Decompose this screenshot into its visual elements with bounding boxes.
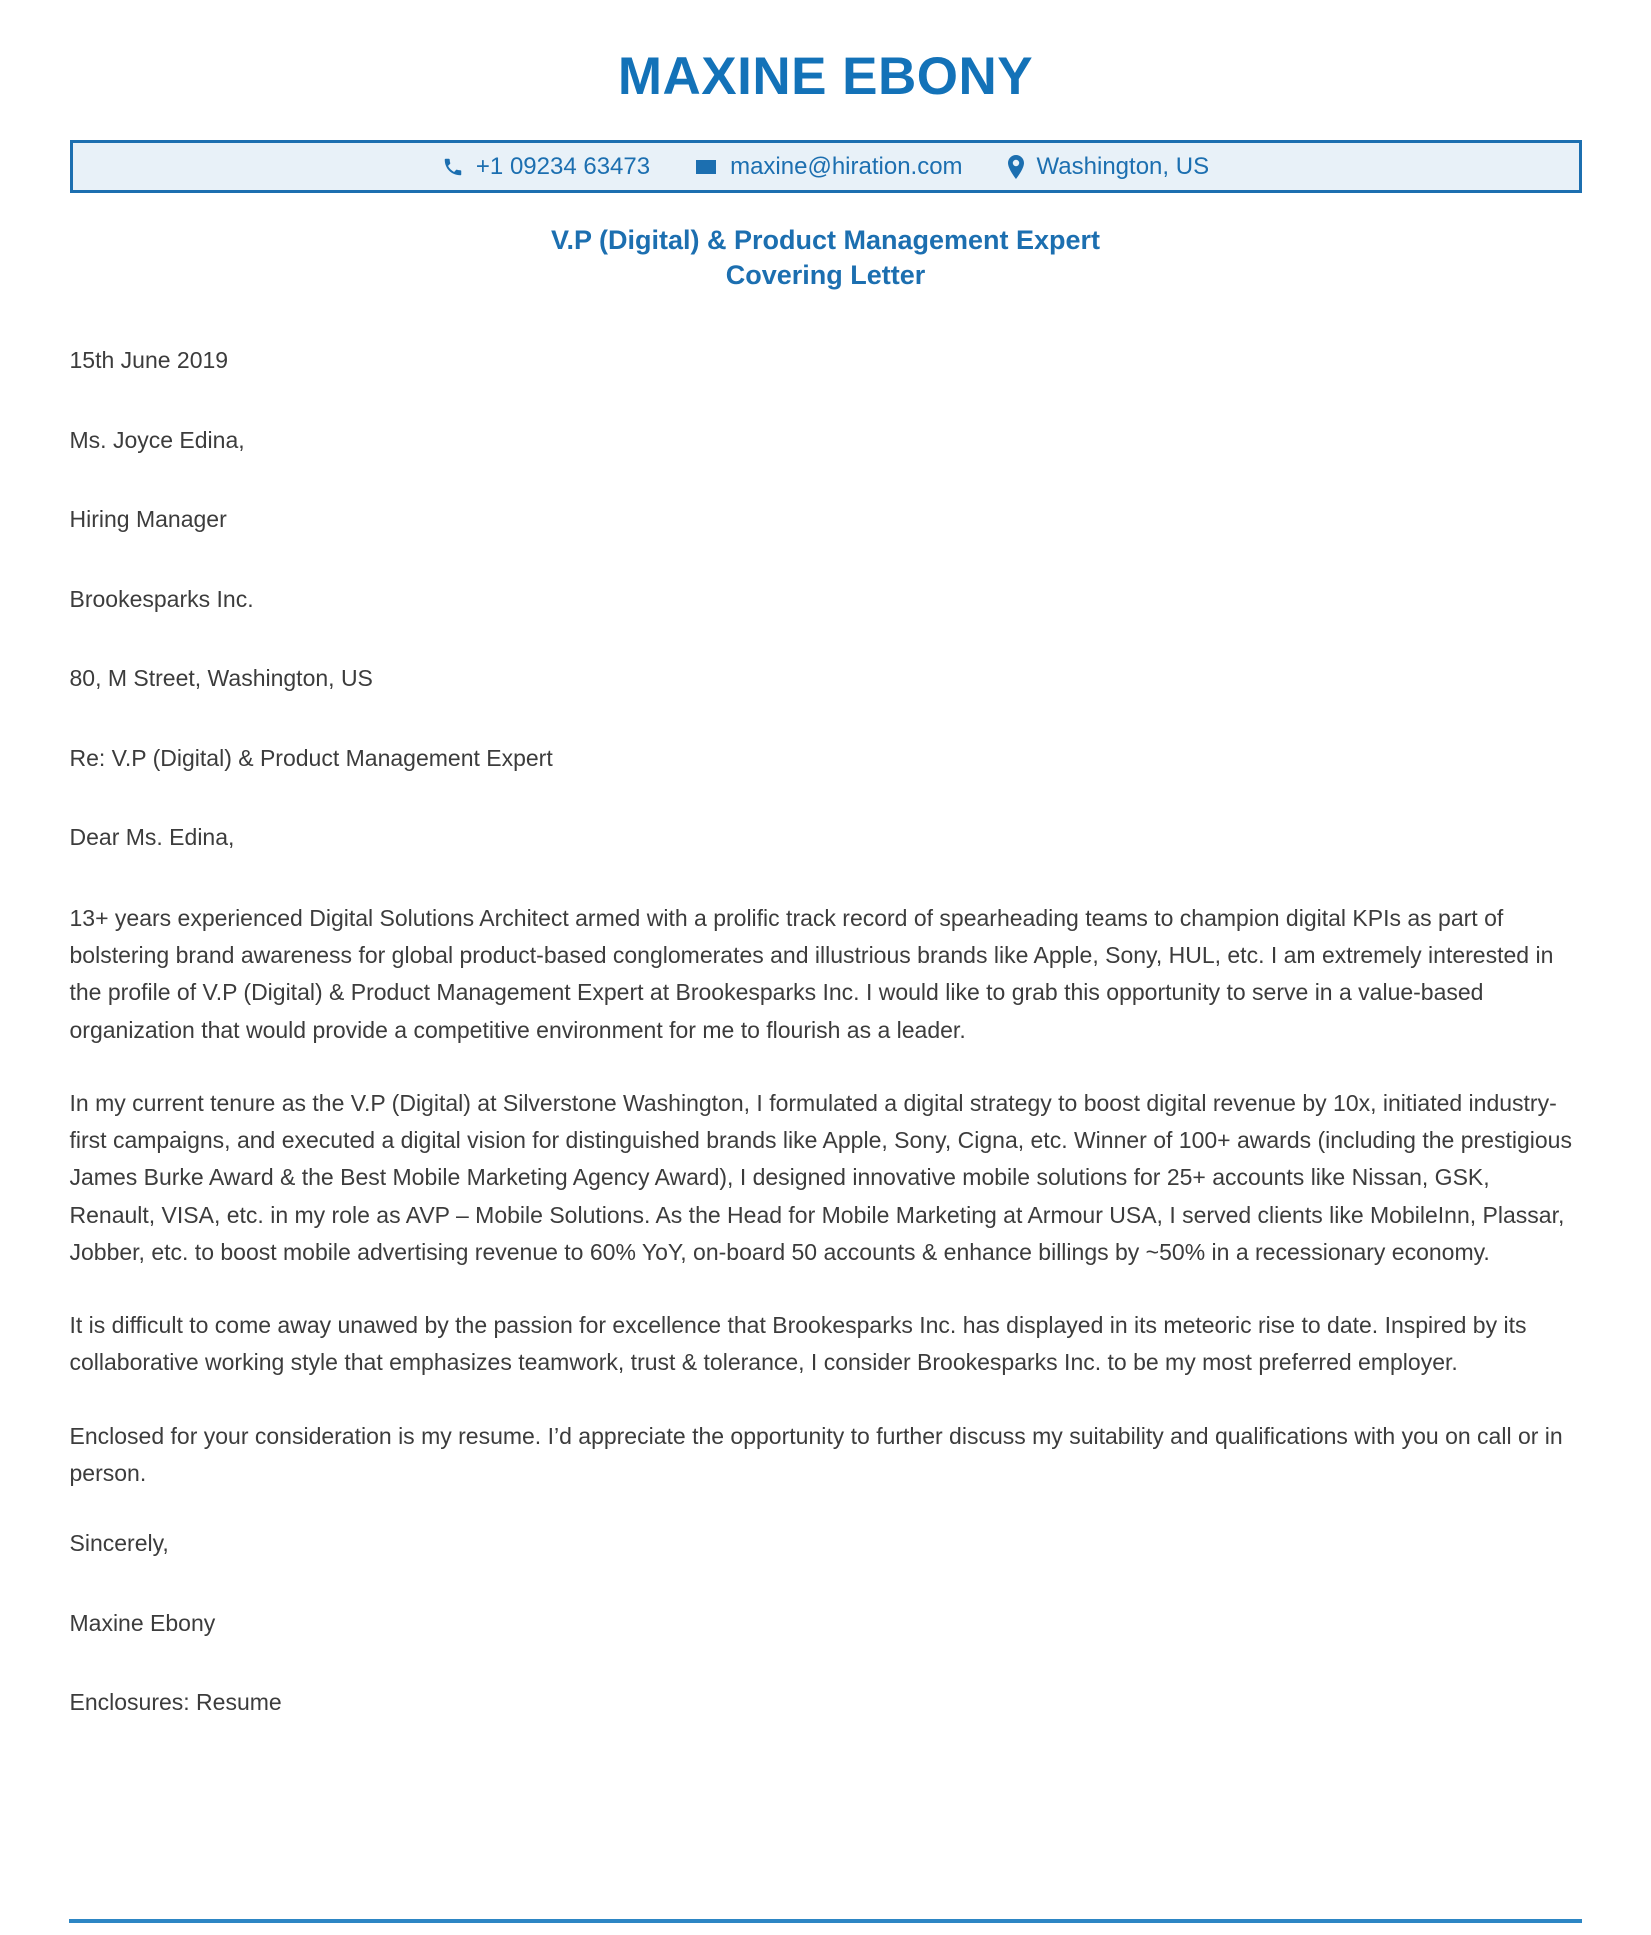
footer-divider <box>69 1919 1582 1923</box>
letter-paragraph: It is difficult to come away unawed by the passion for excellence that Brookesparks Inc. has displayed in its meteoric rise to date. Inspired by its collaborative working style that emphasizes teamwork, trust & tolerance, I consider Brookesparks Inc. to be my most preferred employer. <box>69 1312 1527 1376</box>
letter-paragraph: In my current tenure as the V.P (Digital) at Silverstone Washington, I formulated a digital strategy to boost digital revenue by 10x, initiated industry-first campaigns, and executed a digital vision for distinguished brands like Apple, Sony, Cigna, etc. Winner of 100+ awards (including the prestigious James Burke Award & the Best Mobile Marketing Agency Award), I designed innovative mobile solutions for 25+ accounts like Nissan, GSK, Renault, VISA, etc. in my role as AVP – Mobile Solutions. As the Head for Mobile Marketing at Armour USA, I served clients like MobileInn, Plassar, Jobber, etc. to boost mobile advertising revenue to 60% YoY, on-board 50 accounts & enhance billings by ~50% in a recessionary economy. <box>69 1089 1572 1265</box>
letter-paragraph: 13+ years experienced Digital Solutions Architect armed with a prolific track record of spearheading teams to champion digital KPIs as part of bolstering brand awareness for global product-based conglomerates and illustrious brands like Apple, Sony, HUL, etc. I am extremely interested in the profile of V.P (Digital) & Product Management Expert at Brookesparks Inc. I would like to grab this opportunity to serve in a value-based organization that would provide a competitive environment for me to flourish as a leader. <box>69 904 1554 1043</box>
recipient-address: 80, M Street, Washington, US <box>69 665 373 692</box>
document-type-heading: Covering Letter <box>725 260 926 291</box>
signature-name: Maxine Ebony <box>69 1609 216 1636</box>
letter-closing: Sincerely, <box>69 1530 169 1557</box>
letter-subject: Re: V.P (Digital) & Product Management Expert <box>69 744 553 771</box>
contact-location-text: Washington, US <box>1036 152 1210 180</box>
letter-salutation: Dear Ms. Edina, <box>69 824 235 851</box>
phone-icon <box>442 156 464 178</box>
contact-location <box>985 153 1232 181</box>
letter-body <box>70 299 1582 1719</box>
contact-email <box>672 153 984 181</box>
role-title: V.P (Digital) & Product Management Expert <box>550 225 1101 256</box>
envelope-icon <box>694 155 718 179</box>
letter-paragraph: Enclosed for your consideration is my resume. I’d appreciate the opportunity to further discuss my suitability and qualifications with you on call or in person. <box>69 1422 1563 1486</box>
recipient-role: Hiring Manager <box>69 506 227 533</box>
page-title: MAXINE EBONY <box>617 47 1034 106</box>
page-inner <box>70 0 1582 1720</box>
letter-date: 15th June 2019 <box>69 347 229 374</box>
contact-phone-text: +1 09234 63473 <box>475 152 651 180</box>
letter-enclosures: Enclosures: Resume <box>69 1689 282 1716</box>
contact-bar <box>70 140 1582 193</box>
contact-phone <box>420 153 672 181</box>
recipient-company: Brookesparks Inc. <box>69 585 254 612</box>
location-pin-icon <box>1007 155 1025 179</box>
contact-email-text: maxine@hiration.com <box>730 152 963 180</box>
recipient-name: Ms. Joyce Edina, <box>69 426 245 453</box>
